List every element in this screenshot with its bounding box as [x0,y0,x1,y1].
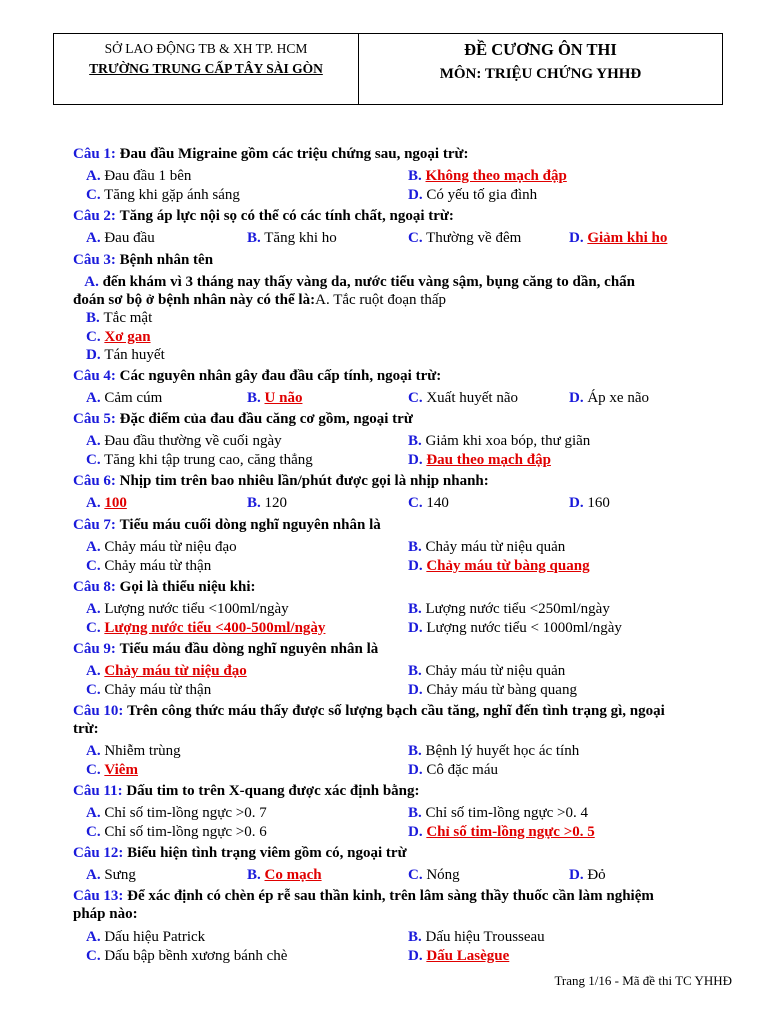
option-b: Tăng khi ho [264,230,337,246]
option-letter: D. [569,230,584,246]
school-name: TRƯỜNG TRUNG CẤP TÂY SÀI GÒN [89,61,323,76]
option-a: Sưng [104,867,136,883]
option-letter: D. [569,390,584,406]
option-letter: B. [408,929,422,945]
options-8 [86,600,736,637]
option-letter: D. [408,619,423,636]
question-text: Gọi là thiểu niệu khi: [119,579,256,595]
option-letter: B. [408,663,422,679]
option-d: Lượng nước tiểu < 1000ml/ngày [426,619,622,636]
option-letter: A. [86,230,101,246]
option-letter: A. [86,495,101,511]
question-1 [73,145,733,163]
option-c: Dấu bập bềnh xương bánh chè [104,947,288,964]
question-3-continuation: đến khám vì 3 tháng nay thấy vàng da, nước tiểu vàng sậm, bụng căng to dần, chẩn [102,274,636,290]
question-text: Tiểu máu cuối dòng nghĩ nguyên nhân là [119,517,381,533]
option-letter: A. [86,168,101,184]
options-6 [86,494,736,513]
question-3 [73,251,733,269]
option-b: 120 [264,495,288,511]
question-text: Các nguyên nhân gây đau đầu cấp tính, ngoại trừ: [119,368,442,384]
option-b: Chảy máu từ niệu quản [425,539,566,555]
question-text: Để xác định có chèn ép rễ sau thần kinh, trên lâm sàng thầy thuốc cần làm nghiệm [127,888,654,904]
option-letter: B. [408,743,422,759]
option-letter: C. [86,823,101,840]
option-d: Cô đặc máu [426,761,498,778]
option-letter: C. [86,186,101,203]
option-letter: C. [408,495,423,511]
option-letter: C. [408,230,423,246]
option-b: Chảy máu từ niệu quản [425,663,566,679]
option-letter: C. [86,328,101,345]
option-a-inline: A. [315,292,330,308]
question-11 [73,782,733,800]
option-letter: C. [86,451,101,468]
question-number: Câu 9: [73,641,116,657]
question-text: Dấu tim to trên X-quang được xác định bằng: [126,783,420,799]
question-text: Trên công thức máu thấy được số lượng bạch cầu tăng, nghĩ đến tình trạng gì, ngoại [127,703,665,719]
option-c-correct: Viêm [104,761,138,778]
option-letter: D. [408,557,423,574]
option-letter: A. [86,601,101,617]
option-d: Áp xe não [587,390,649,406]
option-letter: A. [86,390,101,406]
question-number: Câu 12: [73,845,124,861]
question-10 [73,702,733,738]
option-d-correct: Dấu Lasègue [426,947,510,964]
option-letter: D. [86,347,101,363]
option-c: Thường về đêm [426,230,522,246]
question-3-body [73,273,733,309]
option-c: Chỉ số tim-lồng ngực >0. 6 [104,823,267,840]
question-13 [73,887,733,923]
option-d-correct: Chỉ số tim-lồng ngực >0. 5 [426,823,595,840]
options-7 [86,538,736,575]
question-text: Đặc điểm của đau đầu căng cơ gồm, ngoại trừ [119,411,413,427]
header-table [53,33,723,105]
question-number: Câu 8: [73,579,116,595]
option-c: Tăng khi tập trung cao, căng thẳng [104,451,313,468]
option-c: Chảy máu từ thận [104,681,212,698]
question-number: Câu 5: [73,411,116,427]
option-a: Nhiễm trùng [104,743,181,759]
option-c: Tăng khi gặp ánh sáng [104,186,240,203]
question-number: Câu 4: [73,368,116,384]
option-d: Chảy máu từ bàng quang [426,681,577,698]
option-letter: D. [408,761,423,778]
option-a: Tắc ruột đoạn thấp [333,292,447,308]
option-letter: C. [86,557,101,574]
option-c-correct: Lượng nước tiểu <400-500ml/ngày [104,619,326,636]
option-c: Xuất huyết não [426,390,518,406]
option-letter: C. [86,681,101,698]
question-3-continuation-2: đoán sơ bộ ở bệnh nhân này có thể là: [73,292,316,308]
option-letter: A. [86,539,101,555]
option-letter: A. [86,929,101,945]
option-d: 160 [587,495,610,511]
option-letter: A. [86,805,101,821]
subject-title: MÔN: TRIỆU CHỨNG YHHĐ [439,66,642,82]
question-7 [73,516,733,534]
option-c: Chảy máu từ thận [104,557,212,574]
question-number: Câu 6: [73,473,116,489]
options-12 [86,866,736,885]
option-c: 140 [426,495,449,511]
option-b: Giảm khi xoa bóp, thư giãn [425,433,591,449]
question-number: Câu 3: [73,252,116,268]
option-letter: C. [86,947,101,964]
option-b-correct: Không theo mạch đập [425,168,567,184]
option-letter: A. [86,743,101,759]
question-number: Câu 1: [73,146,116,162]
org-name: SỞ LAO ĐỘNG TB & XH TP. HCM [104,41,308,56]
option-d: Đỏ [587,867,606,883]
option-a: Đau đầu thường về cuối ngày [104,433,282,449]
option-letter: B. [408,433,422,449]
page-footer: Trang 1/16 - Mã đề thi TC YHHĐ [554,973,732,988]
option-letter: B. [247,390,261,406]
option-letter: C. [86,761,101,778]
question-9 [73,640,733,658]
option-a: Đau đầu [104,230,155,246]
question-number: Câu 2: [73,208,116,224]
option-letter: C. [86,619,101,636]
option-b: Chỉ số tim-lồng ngực >0. 4 [425,805,588,821]
question-4 [73,367,733,385]
option-a: Đau đầu 1 bên [104,168,192,184]
option-a-correct: 100 [104,495,127,511]
question-text: Tăng áp lực nội sọ có thể có các tính chất, ngoại trừ: [119,208,454,224]
question-text: Bệnh nhân tên [119,252,214,268]
options-11 [86,804,736,841]
option-b: Tắc mật [103,310,153,326]
option-letter: D. [408,947,423,964]
option-letter: A. [84,274,99,290]
question-6 [73,472,733,490]
option-c-correct: Xơ gan [104,328,151,345]
option-a: Chỉ số tim-lồng ngực >0. 7 [104,805,267,821]
option-d-correct: Đau theo mạch đập [426,451,551,468]
question-number: Câu 11: [73,783,123,799]
option-letter: B. [247,230,261,246]
option-letter: B. [86,310,100,326]
option-letter: A. [86,663,101,679]
option-letter: C. [408,390,423,406]
option-letter: D. [408,823,423,840]
option-b: Bệnh lý huyết học ác tính [425,743,580,759]
options-2 [86,229,736,248]
question-text-continued: pháp nào: [73,906,138,922]
question-8 [73,578,733,596]
option-letter: D. [408,681,423,698]
option-letter: B. [247,867,261,883]
options-13 [86,928,736,965]
option-letter: D. [408,186,423,203]
exam-title: ĐỀ CƯƠNG ÔN THI [464,40,617,59]
option-letter: B. [247,495,261,511]
option-letter: D. [408,451,423,468]
options-5 [86,432,736,469]
question-12 [73,844,733,862]
option-letter: D. [569,867,584,883]
header-left-cell [54,34,359,104]
question-5 [73,410,733,428]
options-3 [86,309,165,365]
option-a: Dấu hiệu Patrick [104,929,206,945]
option-letter: B. [408,168,422,184]
options-10 [86,742,736,779]
option-a: Lượng nước tiểu <100ml/ngày [104,601,289,617]
option-a-correct: Chảy máu từ niệu đạo [104,663,247,679]
option-a: Cảm cúm [104,390,163,406]
question-text: Nhịp tim trên bao nhiêu lần/phút được gọi là nhịp nhanh: [119,473,489,489]
header-right-cell [359,34,722,104]
option-d-correct: Chảy máu từ bàng quang [426,557,590,574]
question-text-continued: trừ: [73,721,99,737]
question-number: Câu 13: [73,888,124,904]
option-c: Nóng [426,867,460,883]
question-text: Đau đầu Migraine gồm các triệu chứng sau, ngoại trừ: [119,146,469,162]
question-text: Tiểu máu đầu dòng nghĩ nguyên nhân là [119,641,379,657]
question-number: Câu 7: [73,517,116,533]
option-letter: B. [408,539,422,555]
option-b-correct: U não [264,390,303,406]
option-d: Tán huyết [104,347,165,363]
option-b: Dấu hiệu Trousseau [425,929,545,945]
question-text: Biểu hiện tình trạng viêm gồm có, ngoại trừ [127,845,407,861]
options-1 [86,167,736,204]
option-letter: A. [86,433,101,449]
question-2 [73,207,733,225]
option-letter: D. [569,495,584,511]
option-letter: C. [408,867,423,883]
question-number: Câu 10: [73,703,124,719]
option-letter: B. [408,805,422,821]
option-b: Lượng nước tiểu <250ml/ngày [425,601,610,617]
options-9 [86,662,736,699]
option-b-correct: Co mạch [264,867,322,883]
options-4 [86,389,736,408]
option-letter: A. [86,867,101,883]
option-letter: B. [408,601,422,617]
option-a: Chảy máu từ niệu đạo [104,539,237,555]
option-d: Có yếu tố gia đình [426,186,538,203]
option-d-correct: Giảm khi ho [587,230,668,246]
